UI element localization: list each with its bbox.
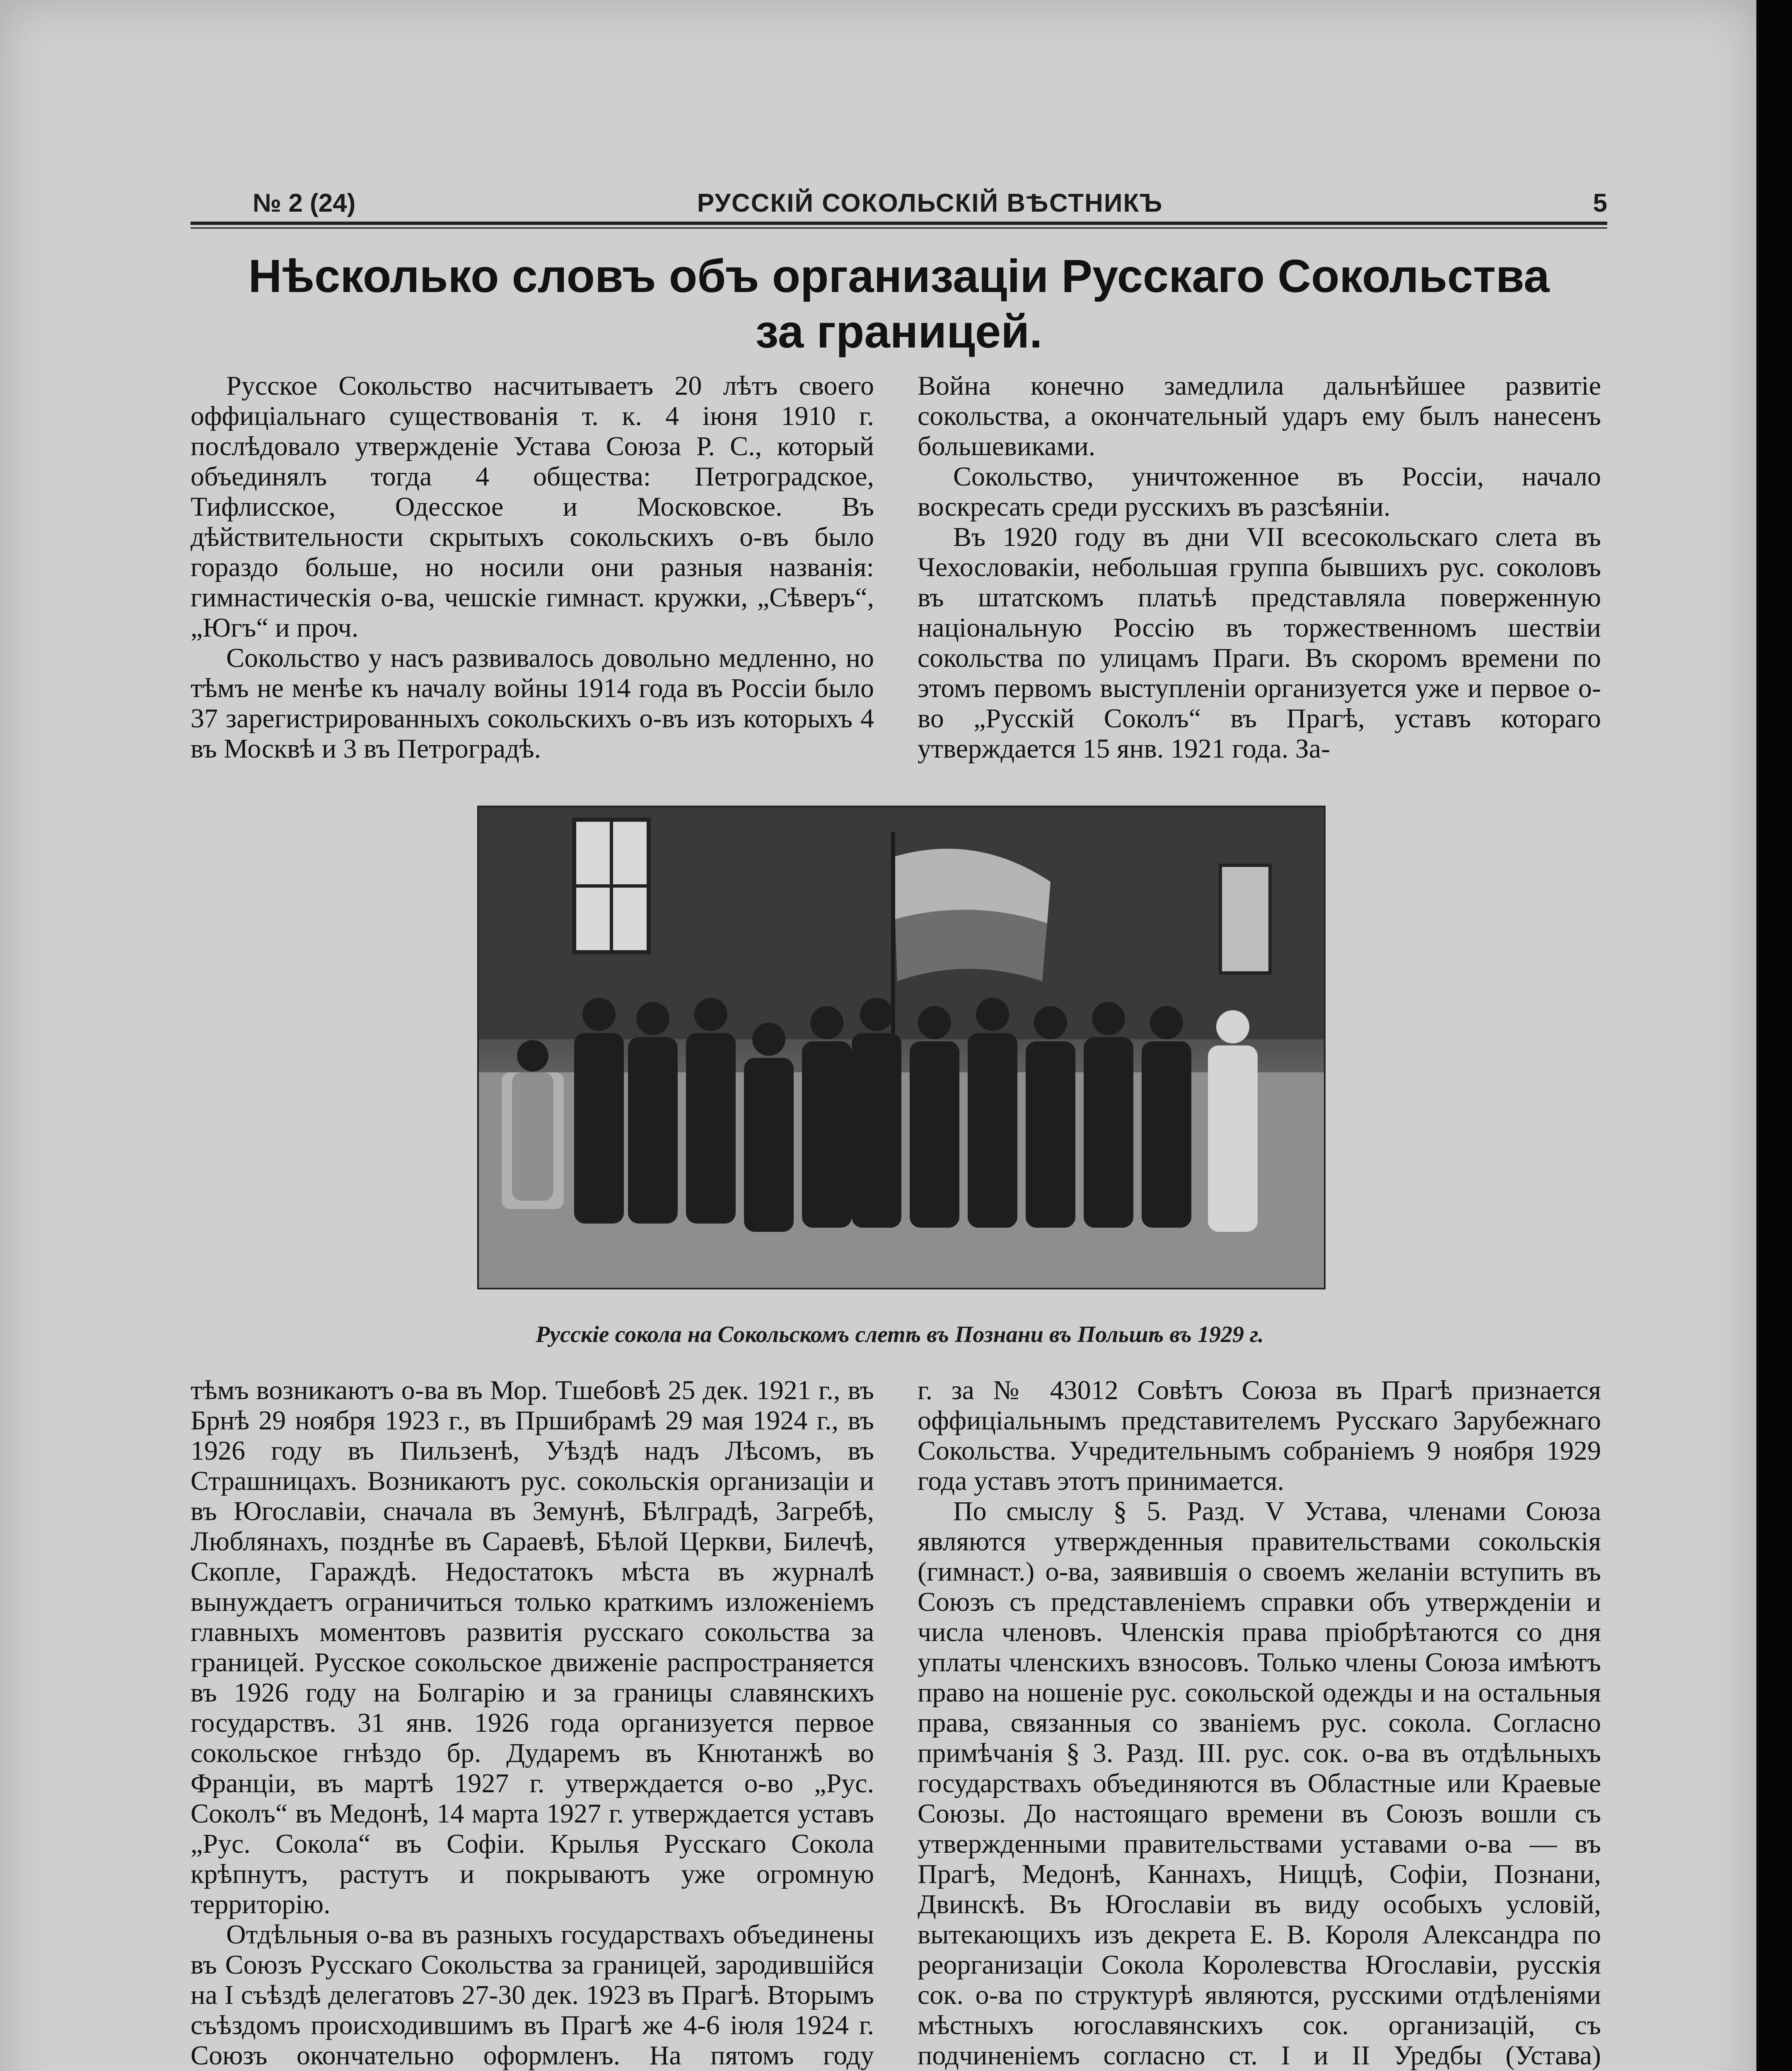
paragraph: Сокольство, уничтоженное въ Россіи, начало воскресать среди русскихъ въ разсѣяніи. xyxy=(918,461,1601,522)
paragraph: Сокольство у насъ развивалось довольно медленно, но тѣмъ не менѣе къ началу войны 1914 года въ Россіи было 37 зарегистрированныхъ сокольскихъ о-въ изъ которыхъ 4 въ Москвѣ и 3 въ Петроградѣ. xyxy=(191,643,874,764)
group-photo xyxy=(477,806,1326,1289)
column-bottom-right xyxy=(918,1375,1601,2071)
header-rule-thin xyxy=(191,227,1607,229)
column-bottom-left xyxy=(191,1375,874,2071)
photo-caption: Русскіе сокола на Сокольскомъ слетѣ въ Познани въ Польшѣ въ 1929 г. xyxy=(536,1322,1264,1347)
column-top-left xyxy=(191,371,874,764)
scan-edge xyxy=(1756,0,1792,2071)
journal-title: РУССКІЙ СОКОЛЬСКІЙ ВѢСТНИКЪ xyxy=(697,189,1163,217)
paragraph: г. за № 43012 Совѣтъ Союза въ Прагѣ признается оффиціальнымъ представителемъ Русскаго Зарубежнаго Сокольства. Учредительнымъ собраніемъ 9 ноября 1929 года уставъ этотъ принимается. xyxy=(918,1375,1601,1496)
paragraph: тѣмъ возникаютъ о-ва въ Мор. Тшебовѣ 25 дек. 1921 г., въ Брнѣ 29 ноября 1923 г., въ Пршибрамѣ 29 мая 1924 г., въ 1926 году въ Пильзенѣ, Уѣздѣ надъ Лѣсомъ, въ Страшницахъ. Возникаютъ рус. сокольскія организаціи и въ Югославіи, сначала въ Земунѣ, Бѣлградѣ, Загребѣ, Люблянахъ, позднѣе въ Сараевѣ, Бѣлой Церкви, Билечѣ, Скопле, Гараждѣ. Недостатокъ мѣста въ журналѣ вынуждаетъ ограничиться только краткимъ изложеніемъ главныхъ моментовъ развитія русскаго сокольства за границей. Русское сокольское движеніе распространяется въ 1926 году на Болгарію и за границы славянскихъ государствъ. 31 янв. 1926 года организуется первое сокольское гнѣздо бр. Дударемъ въ Кнютанжѣ во Франціи, въ мартѣ 1927 г. утверждается о-во „Рус. Соколъ“ въ Медонѣ, 14 марта 1927 г. утверждается уставъ „Рус. Сокола“ въ Софіи. Крылья Русскаго Сокола крѣпнутъ, растутъ и покрываютъ уже огромную территорію. xyxy=(191,1375,874,1919)
paragraph: Въ 1920 году въ дни VII всесокольскаго слета въ Чехословакіи, небольшая группа бывшихъ рус. соколовъ въ штатскомъ платьѣ представляла поверженную національную Россію въ торжественномъ шествіи сокольства по улицамъ Праги. Въ скоромъ времени по этомъ первомъ выступленіи организуется уже и первое о-во „Русскій Соколъ“ въ Прагѣ, уставъ котораго утверждается 15 янв. 1921 года. За- xyxy=(918,522,1601,764)
header-rule xyxy=(191,222,1607,225)
issue-number: № 2 (24) xyxy=(253,189,356,217)
column-top-right xyxy=(918,371,1601,764)
article-title-line-2: за границей. xyxy=(755,306,1043,357)
paragraph: По смыслу § 5. Разд. V Устава, членами Союза являются утвержденныя правительствами сокольскія (гимнаст.) о-ва, заявившія о своемъ желаніи вступить въ Союзъ съ представленіемъ справки объ утвержденіи и числа членовъ. Членскія права пріобрѣтаются со дня уплаты членскихъ взносовъ. Только члены Союза имѣютъ право на ношеніе рус. сокольской одежды и на остальныя права, связанныя со званіемъ рус. сокола. Согласно примѣчанія § 3. Разд. III. рус. сок. о-ва въ отдѣльныхъ государствахъ объединяются въ Областные или Краевые Союзы. До настоящаго времени въ Союзъ вошли съ утвержденными правительствами уставами о-ва — въ Прагѣ, Медонѣ, Каннахъ, Ниццѣ, Софіи, Познани, Двинскѣ. Въ Югославіи въ виду особыхъ условій, вытекающихъ изъ декрета Е. В. Короля Александра по реорганизаціи Сокола Королевства Югославіи, русскія сок. о-ва по структурѣ являются, русскими отдѣленіями мѣстныхъ югославянскихъ сок. организацій, съ подчиненіемъ согласно ст. I и II Уредбы (Устава) xyxy=(918,1496,1601,2071)
article-title xyxy=(195,249,1603,360)
paragraph: Отдѣльныя о-ва въ разныхъ государствахъ объединены въ Союзъ Русскаго Сокольства за границей, зародившійся на I съѣздѣ делегатовъ 27-30 дек. 1923 въ Прагѣ. Вторымъ съѣздомъ происходившимъ въ Прагѣ же 4-6 іюля 1924 г. Союзъ окончательно оформленъ. На пятомъ году xyxy=(191,1919,874,2071)
page-number: 5 xyxy=(1593,189,1607,217)
paragraph: Русское Сокольство насчитываетъ 20 лѣтъ своего оффиціальнаго существованія т. к. 4 іюня 1910 г. послѣдовало утвержденіе Устава Союза Р. С., который объединялъ тогда 4 общества: Петроградское, Тифлисское, Одесское и Московское. Въ дѣйствительности скрытыхъ сокольскихъ о-въ было гораздо больше, но носили они разныя названія: гимнастическія о-ва, чешскіе гимнаст. кружки, „Сѣверъ“, „Югъ“ и проч. xyxy=(191,371,874,643)
paragraph: Война конечно замедлила дальнѣйшее развитіе сокольства, а окончательный ударъ ему былъ нанесенъ большевиками. xyxy=(918,371,1601,461)
running-header xyxy=(253,188,1607,222)
article-title-line-1: Нѣсколько словъ объ организаціи Русскаго Сокольства xyxy=(248,250,1550,302)
